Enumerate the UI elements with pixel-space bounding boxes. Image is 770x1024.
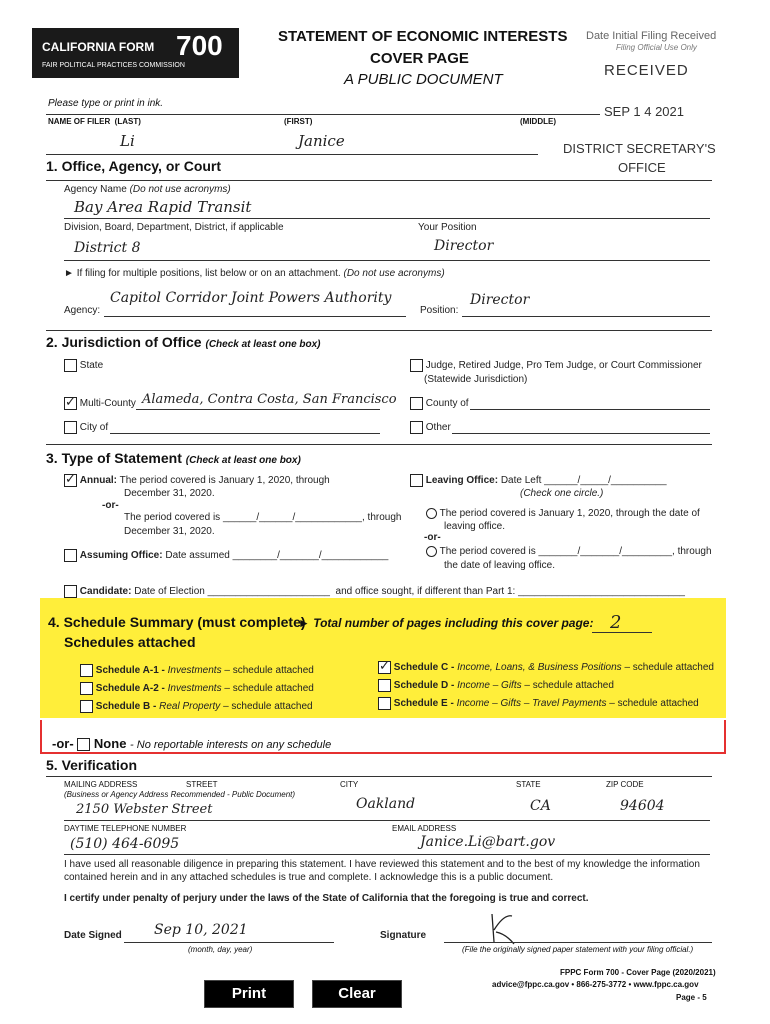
first-name-value[interactable]: Janice [298,132,345,150]
statement-title: STATEMENT OF ECONOMIC INTERESTS [278,28,568,45]
other-option[interactable]: Other [410,421,451,434]
zip-label: ZIP CODE [606,780,644,789]
section-3-title: 3. Type of Statement (Check at least one box) [46,450,301,466]
zip-value[interactable]: 94604 [620,798,665,814]
date-signed-label: Date Signed [64,930,122,941]
form-number: 700 [176,30,223,61]
email-value[interactable]: Janice.Li@bart.gov [420,834,556,850]
schedule-a1-checkbox[interactable] [80,664,93,677]
division-label: Division, Board, Department, District, if applicable [64,222,284,233]
none-option[interactable]: -or- None - No reportable interests on any schedule [52,736,332,751]
city-label: CITY [340,780,359,789]
last-name-value[interactable]: Li [120,132,135,150]
county-checkbox[interactable] [410,397,423,410]
leaving-option-2b: the date of leaving office. [444,560,556,571]
check-one-circle: (Check one circle.) [520,488,604,499]
signature-label: Signature [380,930,427,941]
schedule-d[interactable]: Schedule D - Income – Gifts – schedule attached [378,679,614,692]
schedule-a2[interactable]: Schedule A-2 - Investments – schedule attached [80,682,314,695]
date-format-note: (month, day, year) [188,945,253,954]
mailing-address-label: MAILING ADDRESS [64,780,138,789]
state-checkbox[interactable] [64,359,77,372]
commission-name: FAIR POLITICAL PRACTICES COMMISSION [42,62,185,69]
state-label: STATE [516,780,541,789]
diligence-statement: I have used all reasonable diligence in preparing this statement. I have reviewed this statement and to the best of my knowledge the information contained herein and in any attached schedules is true and complete. I acknowledge this is a public document. [64,859,700,883]
section-1-title: 1. Office, Agency, or Court [46,158,222,174]
street-value[interactable]: 2150 Webster Street [76,802,213,817]
footer-form-line: FPPC Form 700 - Cover Page (2020/2021) [560,968,716,977]
footer-page: Page - 5 [676,993,707,1002]
section-4-title: 4. Schedule Summary (must complete) [48,614,306,630]
first-label: (FIRST) [284,117,313,126]
leaving-radio-1[interactable] [426,508,437,519]
assuming-option[interactable]: Assuming Office: Date assumed ________/_______/____________ [64,549,388,562]
multicounty-value[interactable]: Alameda, Contra Costa, San Francisco [142,392,397,407]
city-checkbox[interactable] [64,421,77,434]
division-value[interactable]: District 8 [74,240,141,256]
schedule-b[interactable]: Schedule B - Real Property – schedule attached [80,700,313,713]
annual-option[interactable]: ✓ Annual: The period covered is January 1, 2020, through [64,474,330,487]
agency-name-value[interactable]: Bay Area Rapid Transit [74,198,252,216]
multicounty-option[interactable]: ✓ Multi-County [64,397,136,410]
other-checkbox[interactable] [410,421,423,434]
judge-option[interactable]: Judge, Retired Judge, Pro Tem Judge, or Court Commissioner [410,359,702,372]
phone-value[interactable]: (510) 464-6095 [70,836,180,852]
leaving-option[interactable]: Leaving Office: Date Left ______/_____/__________ [410,474,667,487]
candidate-checkbox[interactable] [64,585,77,598]
annual-text-2: December 31, 2020. [124,488,215,499]
date-received-label: Date Initial Filing Received [586,30,717,42]
schedule-b-checkbox[interactable] [80,700,93,713]
form-title: CALIFORNIA FORM [42,40,155,54]
or-2: -or- [424,532,441,543]
schedule-a1[interactable]: Schedule A-1 - Investments – schedule attached [80,664,314,677]
position2-value[interactable]: Director [470,292,530,308]
leaving-option-2[interactable]: The period covered is _______/_______/_________, through [426,546,712,557]
phone-label: DAYTIME TELEPHONE NUMBER [64,824,187,833]
assuming-checkbox[interactable] [64,549,77,562]
multicounty-checkbox[interactable] [64,397,77,410]
or-1: -or- [102,500,119,511]
schedule-a2-checkbox[interactable] [80,682,93,695]
position-label: Your Position [418,222,477,233]
none-checkbox[interactable] [77,738,90,751]
section-5-title: 5. Verification [46,757,138,773]
leaving-option-1[interactable]: The period covered is January 1, 2020, through the date of [426,508,700,519]
clear-button[interactable]: Clear [312,980,402,1008]
mailing-note: (Business or Agency Address Recommended - Public Document) [64,790,296,799]
email-label: EMAIL ADDRESS [392,824,457,833]
street-label: STREET [186,780,218,789]
please-type-note: Please type or print in ink. [48,98,164,109]
schedule-c[interactable]: ✓ Schedule C - Income, Loans, & Business Positions – schedule attached [378,661,714,674]
schedule-e[interactable]: Schedule E - Income – Gifts – Travel Payments – schedule attached [378,697,699,710]
multiple-positions-note: ► If filing for multiple positions, list below or on an attachment. (Do not use acronyms) [64,268,445,279]
annual-checkbox[interactable] [64,474,77,487]
certify-statement: I certify under penalty of perjury under the laws of the State of California that the foregoing is true and correct. [64,893,589,904]
agency2-value[interactable]: Capitol Corridor Joint Powers Authority [110,290,392,306]
city-option[interactable]: City of [64,421,108,434]
stamp-date: SEP 1 4 2021 [604,104,684,119]
city-value[interactable]: Oakland [356,796,416,812]
total-pages-label: ► Total number of pages including this cover page: [298,616,594,630]
middle-label: (MIDDLE) [520,117,556,126]
period-text-2: December 31, 2020. [124,526,215,537]
schedules-attached: Schedules attached [64,634,196,650]
leaving-checkbox[interactable] [410,474,423,487]
agency-name-label: Agency Name (Do not use acronyms) [64,184,231,195]
candidate-option[interactable]: Candidate: Date of Election ______________________ and office sought, if different than Part 1: ______________________________ [64,585,685,598]
name-of-filer-label: NAME OF FILER (LAST) [48,117,141,126]
print-button[interactable]: Print [204,980,294,1008]
schedule-c-checkbox[interactable] [378,661,391,674]
section-2-title: 2. Jurisdiction of Office (Check at least one box) [46,334,321,350]
period-text: The period covered is ______/______/____________, through [124,512,402,523]
footer-contact: advice@fppc.ca.gov • 866-275-3772 • www.fppc.ca.gov [492,980,699,989]
official-use-label: Filing Official Use Only [616,43,697,52]
judge-checkbox[interactable] [410,359,423,372]
form-badge [32,28,239,78]
schedule-e-checkbox[interactable] [378,697,391,710]
stamp-office-line2: OFFICE [618,160,666,175]
state-option[interactable]: State [64,359,103,372]
state-value[interactable]: CA [530,798,551,814]
position-value[interactable]: Director [434,238,494,254]
total-pages-value[interactable]: 2 [610,612,622,633]
judge-statewide: (Statewide Jurisdiction) [424,374,528,385]
signature-note: (File the originally signed paper statement with your filing official.) [462,945,694,954]
stamp-received: RECEIVED [604,62,689,79]
cover-page-title: COVER PAGE [370,50,469,67]
county-option[interactable]: County of [410,397,469,410]
date-signed-value[interactable]: Sep 10, 2021 [154,922,248,938]
schedule-d-checkbox[interactable] [378,679,391,692]
leaving-radio-2[interactable] [426,546,437,557]
public-document-title: A PUBLIC DOCUMENT [344,71,503,88]
position2-label: Position: [420,305,459,316]
agency2-label: Agency: [64,305,101,316]
leaving-option-1b: leaving office. [444,521,505,532]
stamp-office: DISTRICT SECRETARY'S [563,141,716,156]
